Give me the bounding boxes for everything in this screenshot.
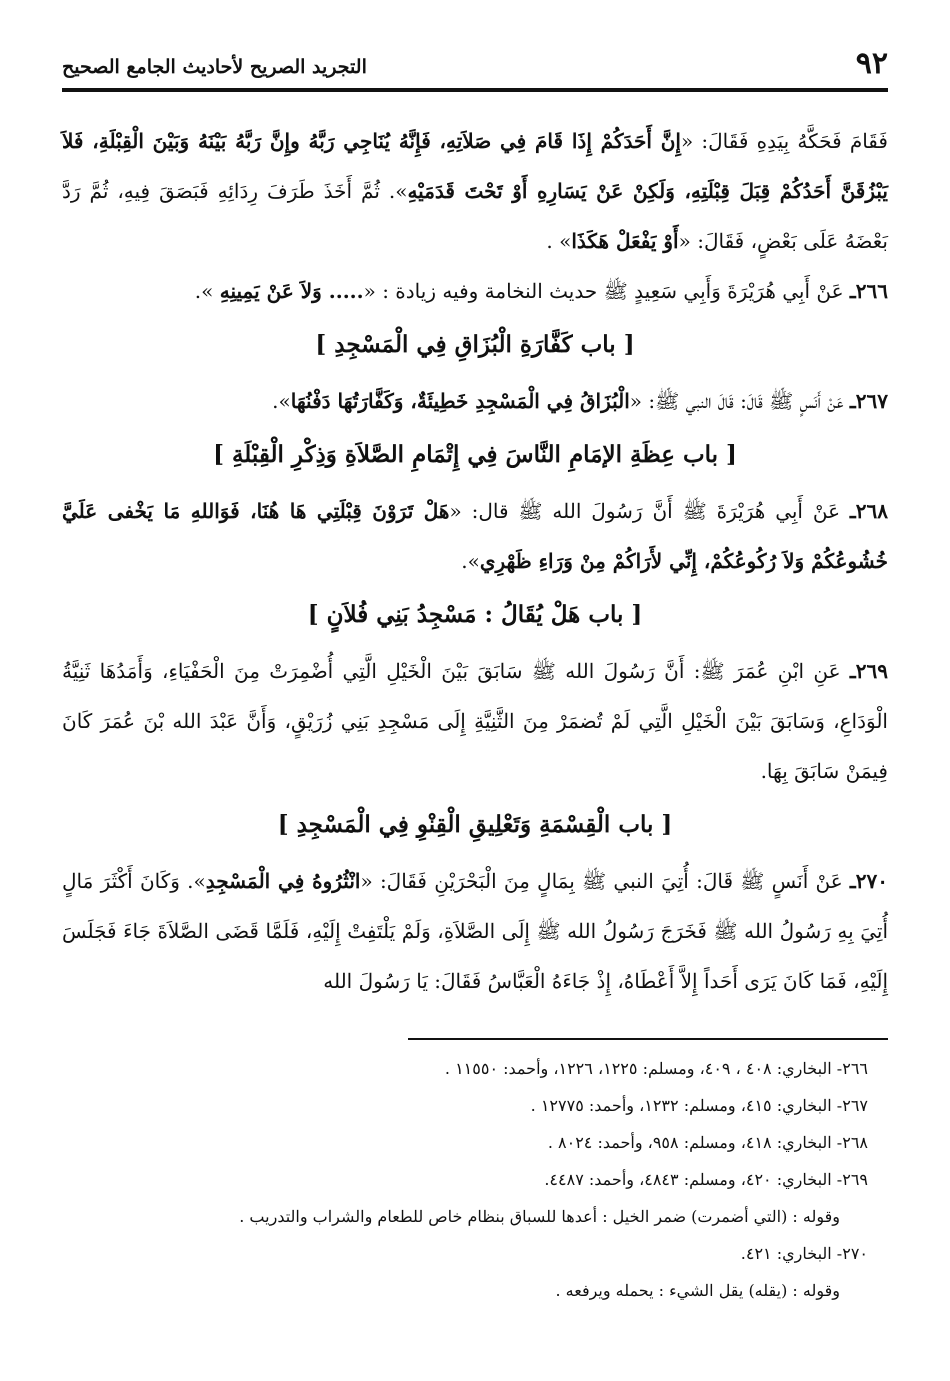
footnote: ٢٦٧- البخاري: ٤١٥، ومسلم: ١٢٣٢، وأحمد: ١٢٧٧٥ . bbox=[530, 1096, 868, 1115]
text-span: ». وَكَانَ أَكْثَرَ مَالٍ أُتِيَ بِهِ رَسُولُ الله ﷺ فَخَرَجَ رَسُولُ الله ﷺ إِلَى الصَّلاَةِ، وَلَمْ يَلْتَفِتْ إِلَيْهِ، فَلَمَّا قَضَى الصَّلاَةَ جَاءَ فَجَلَسَ إِلَيْهِ، فَمَا كَانَ يَرَى أَحَداً إِلاَّ أَعْطَاهُ، إِذْ جَاءَهُ الْعَبَّاسُ فَقَالَ: يَا رَسُولَ الله bbox=[62, 869, 888, 993]
book-title: التجريد الصريح لأحاديث الجامع الصحيح bbox=[62, 56, 367, 78]
text-span: » . bbox=[546, 229, 572, 253]
hadith-number: ٢٦٦ـ bbox=[849, 279, 888, 303]
footnote-gloss: وقوله : (التي أضمرت) ضمر الخيل : أعدها للسباق بنظام خاص للطعام والشراب والتدريب . bbox=[239, 1207, 840, 1226]
page-number: ٩٢ bbox=[855, 46, 888, 81]
prophetic-quote: الْبُزَاقُ فِي الْمَسْجِدِ خَطِيئَةٌ، وَكَفَّارَتُهَا دَفْنُهَا bbox=[290, 389, 630, 413]
chapter-heading: [ باب كَفَّارَةِ الْبُزَاقِ فِي الْمَسْجِدِ ] bbox=[315, 331, 635, 358]
text-span: عَنْ أَنَسٍ ﷺ قَالَ: أُتِيَ النبي ﷺ بِمَالٍ مِنَ الْبَحْرَيْنِ فَقَالَ: « bbox=[360, 869, 850, 893]
main-text bbox=[62, 116, 888, 1006]
prophetic-quote: انْثُرُوهُ فِي الْمَسْجِدِ bbox=[205, 869, 361, 893]
text-span: عَنِ ابْنِ عُمَرَ ﷺ: أَنَّ رَسُولَ الله ﷺ سَابَقَ بَيْنَ الْخَيْلِ الَّتِي أُضْمِرَتْ مِنَ الْحَفْيَاءِ، وَأَمَدُهَا ثَنِيَّةُ الْوَدَاعِ، وَسَابَقَ بَيْنَ الْخَيْلِ الَّتِي لَمْ تُضمَرْ مِنَ الثَّنِيَّةِ إِلَى مَسْجِدِ بَنِي زُرَيْقٍ، وَأَنَّ عَبْدَ الله بْنَ عُمَرَ كَانَ فِيمَنْ سَابَقَ بِهَا. bbox=[62, 659, 888, 783]
hadith-number: ٢٦٩ـ bbox=[849, 659, 888, 683]
prophetic-quote: هَلْ تَرَوْنَ قِبْلَتِي هَا هُنَا، فَوَاللهِ مَا يَخْفى عَلَيَّ خُشُوعُكُمْ وَلاَ رُكُوعُكُمْ، إِنِّي لأَرَاكُمْ مِنْ وَرَاءِ ظَهْرِي bbox=[62, 499, 888, 573]
footnote-gloss: وقوله : (يقله) يقل الشيء : يحمله ويرفعه . bbox=[555, 1281, 840, 1300]
footnote-divider bbox=[408, 1038, 888, 1040]
footnote: ٢٦٩- البخاري: ٤٢٠، ومسلم: ٤٨٤٣، وأحمد: ٤٤٨٧. bbox=[544, 1170, 868, 1189]
prophetic-quote: ..... وَلاَ عَنْ يَمِينِهِ bbox=[219, 279, 364, 303]
prophetic-quote: إِنَّ أَحَدَكُمْ إِذَا قَامَ فِي صَلاَتِهِ، فَإِنَّهُ يُنَاجِي رَبَّهُ وإِنَّ رَبَّهُ بَيْنَهُ وَبَيْنَ الْقِبْلَةِ، فَلاَ يَبْزُقَنَّ أَحَدُكُمْ قِبَلَ قِبْلَتِهِ، وَلَكِنْ عَنْ يَسَارِهِ أَوْ تَحْتَ قَدَمَيْهِ bbox=[62, 129, 889, 203]
text-span: ». ثُمَّ أَخَذَ طَرَفَ رِدَائِهِ فَبَصَقَ فِيهِ، ثُمَّ رَدَّ بَعْضَهُ عَلَى بَعْضٍ، فَقَالَ: « bbox=[62, 179, 888, 253]
footnote: ٢٧٠- البخاري: ٤٢١. bbox=[740, 1244, 868, 1263]
footnote: ٢٦٨- البخاري: ٤١٨، ومسلم: ٩٥٨، وأحمد: ٨٠٢٤ . bbox=[547, 1133, 868, 1152]
text-span: فَقَامَ فَحَكَّهُ بِيَدِهِ فَقَالَ: « bbox=[680, 129, 888, 153]
hadith-269 bbox=[62, 646, 888, 796]
hadith-270 bbox=[62, 856, 888, 1006]
hadith-268 bbox=[62, 486, 888, 586]
chapter-heading: [ باب الْقِسْمَةِ وَتَعْلِيقِ الْقِنْوِ فِي الْمَسْجِدِ ] bbox=[277, 811, 673, 838]
hadith-number: ٢٦٧ـ bbox=[849, 389, 888, 413]
text-span: عَنْ أَبِي هُرَيْرَةَ وَأَبِي سَعِيدٍ ﷺ حديث النخامة وفيه زيادة : « bbox=[363, 279, 850, 303]
footnotes bbox=[62, 1050, 868, 1309]
chapter-heading: [ باب عِظَةِ الإمَامِ النَّاسَ فِي إِتْمَامِ الصَّلاَةِ وَذِكْرِ الْقِبْلَةِ ] bbox=[213, 441, 737, 468]
hadith-number: ٢٧٠ـ bbox=[849, 869, 888, 893]
prophetic-quote: أَوْ يَفْعَلْ هَكَذَا bbox=[571, 229, 679, 253]
text-span: ». bbox=[194, 279, 220, 303]
hadith-267 bbox=[62, 376, 888, 426]
chapter-heading: [ باب هَلْ يُقَالُ : مَسْجِدُ بَنِي فُلاَنٍ ] bbox=[307, 601, 643, 628]
text-span: ». bbox=[272, 389, 291, 413]
hadith-266 bbox=[62, 266, 888, 316]
text-span: عَنْ أَبِي هُرَيْرَةَ ﷺ أَنَّ رَسُولَ الله ﷺ قال: « bbox=[449, 499, 850, 523]
paragraph-intro bbox=[62, 116, 888, 266]
running-header bbox=[62, 44, 888, 92]
footnote: ٢٦٦- البخاري: ٤٠٨ ، ٤٠٩، ومسلم: ١٢٢٥، ١٢٢٦، وأحمد: ١١٥٥٠ . bbox=[444, 1059, 868, 1078]
text-span: عَنْ أَنَسٍ ﷺ قَالَ: قَالَ النبي ﷺ: « bbox=[629, 389, 850, 413]
text-span: ». bbox=[461, 549, 480, 573]
hadith-number: ٢٦٨ـ bbox=[849, 499, 889, 523]
